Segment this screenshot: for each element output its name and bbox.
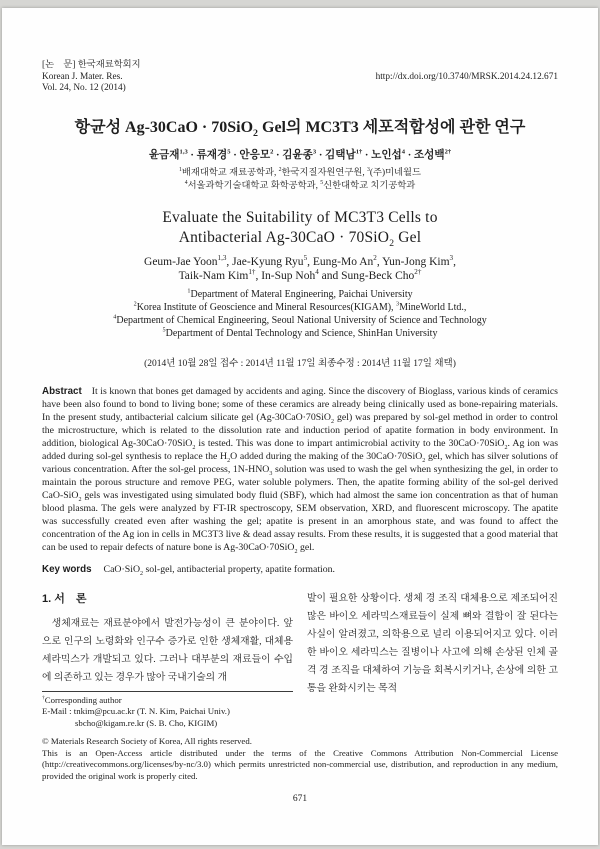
journal-category-line: [논 문] 한국재료학회지 [42, 60, 141, 70]
page-number: 671 [292, 794, 308, 804]
affiliation-ko-line: $^4$서울과학기술대학교 화학공학과, $^5$신한대학교 치기공학과 [184, 179, 416, 191]
affiliations-korean [42, 167, 558, 193]
keywords-text: CaO·SiO$_2$ sol-gel, antibacterial property, apatite formation. [103, 563, 336, 577]
left-column [42, 590, 293, 730]
article-title-korean: 항균성 Ag-30CaO · 70SiO$_2$ Gel의 MC3T3 세포적합성에 관한 연구 [74, 118, 526, 139]
affiliation-en-line: $^1$Department of Materal Engineering, Paichai University [187, 287, 413, 300]
authors-en-line: Taik-Nam Kim$^{1\dagger}$, In-Sup Noh$^4$ and Sung-Beck Cho$^{2\dagger}$ [178, 268, 422, 282]
affiliation-en-line: $^2$Korea Institute of Geoscience and Mineral Resources(KIGAM), $^3$MineWorld Ltd., [133, 300, 467, 313]
doi-text: http://dx.doi.org/10.3740/MRSK.2014.24.12.671 [375, 72, 558, 83]
affiliation-en-line: $^4$Department of Chemical Engineering, Seoul National University of Science and Technology [113, 313, 487, 326]
two-column-body [42, 590, 558, 730]
copyright-line: © Materials Research Society of Korea, All rights reserved. [42, 736, 252, 746]
corresponding-author-footnote [42, 691, 293, 730]
authors-korean: 윤금재$^{1,3}$ · 류재경$^5$ · 안응모$^2$ · 김윤종$^3$ · 김택남$^{1\dagger}$ · 노인섭$^4$ · 조성백$^{2\dagger}$ [148, 147, 452, 161]
page-header [42, 60, 558, 95]
received-revised-accepted-dates: (2014년 10월 28일 접수 : 2014년 11월 17일 최종수정 : 2014년 11월 17일 채택) [144, 358, 456, 369]
journal-name-line: Korean J. Mater. Res. [42, 71, 123, 82]
footnote-corresponding-line: †Corresponding author [42, 694, 122, 705]
affiliations-english [42, 288, 558, 340]
footnote-email-line-2: sbcho@kigam.re.kr (S. B. Cho, KIGIM) [75, 717, 218, 728]
abstract-block [42, 385, 558, 554]
article-title-english [42, 208, 558, 248]
authors-en-line: Geum-Jae Yoon$^{1,3}$, Jae-Kyung Ryu$^5$, Eung-Mo An$^2$, Yun-Jong Kim$^3$, [144, 253, 456, 268]
journal-info-block [42, 60, 141, 95]
scanned-paper-page [2, 8, 598, 845]
page-content [2, 8, 598, 804]
affiliation-en-line: $^5$Department of Dental Technology and Science, ShinHan University [162, 326, 438, 339]
keywords-label: Key words [42, 563, 92, 575]
footnote-email-line-1: E-Mail : tnkim@pcu.ac.kr (T. N. Kim, Paichai Univ.) [42, 706, 230, 716]
abstract-text: It is known that bones get damaged by accidents and aging. Since the discovery of Bioglass, various kinds of ceramics have been also found to bond to living bone; some of these ceramics are already being clinically used as bone-repairing materials. In the present study, antibacterial calcium silicate gel (Ag-30CaO·70SiO$_2$ gel) was prepared by sol-gel method in order to control the microstructure, which is related to the dissolution rate and induction period of apatite formation in body environment. In addition, biological Ag-30CaO·70SiO$_2$ is tested. This was done to impart antimicrobial activity to the 30CaO·70SiO$_2$. Ag ion was added during sol-gel synthesis to replace the $H_2O$ added during the making of the 30CaO·70SiO$_2$ gel, which has silver solutions of various concentration. After the sol-gel process, $1N-HNO_3$ solution was used to wash the gel when synthesizing the gel, in order to maintain the porous structure and remove PEG, water soluble polymers. Then, the apatite forming ability of the sol-gel derived CaO-SiO$_2$ gels was investigated using simulated body fluid (SBF), which had almost the same ion concentration as that of human blood plasma. The gels were analyzed by FT-IR spectroscopy, SEM observation, XRD, and fluorescent microscopy. The apatite was successfully created even after washing the gel; apatite is present in an amorphous state, and was found to affect the concentration of the Ag ion in cells in MC3T3 live & dead assay results. From these results, it is suggested that a good material that can be used to repair defects of nature bone is Ag-30CaO·70SiO$_2$ gel. [42, 385, 559, 555]
intro-paragraph-right: 발이 필요한 상황이다. 생체 경 조직 대체용으로 제조되어진 많은 바이오 세라믹스재료들이 실제 뼈와 결합이 잘 된다는 사실이 알려졌고, 의학용으로 널리 이용되어지고 있다. 이러한 바이오 세라믹스는 질병이나 사고에 의해 손상된 인체 골격 경 조직을 대체하여 기능을 회복시키거나, 손상에 의한 고통을 완화시키는 목적 [307, 592, 558, 694]
title-en-line: Evaluate the Suitability of MC3T3 Cells to [162, 208, 438, 226]
abstract-label: Abstract [42, 385, 82, 397]
journal-volume-line: Vol. 24, No. 12 (2014) [42, 83, 126, 93]
affiliation-ko-line: $^1$배재대학교 재료공학과, $^2$한국지질자원연구원, $^3$(주)미네월드 [179, 166, 421, 178]
section-heading-introduction: 1. 서 론 [42, 592, 87, 605]
intro-paragraph-left: 생체재료는 재료분야에서 발전가능성이 큰 분야이다. 앞으로 인구의 노령화와 인구수 증가로 인한 생체재활, 대체용 세라믹스가 개발되고 있다. 그러나 대부분의 재료들이 수입에 의존하고 있는 경우가 많아 국내기술의 개 [42, 617, 293, 683]
title-en-line: Antibacterial Ag-30CaO · 70SiO$_2$ Gel [178, 228, 422, 249]
license-text: This is an Open-Access article distributed under the terms of the Creative Commons Attribution Non-Commercial License (http://creativecommons.org/licenses/by-nc/3.0) which permits unrestricted non-commercial use, distribution, and reproduction in any medium, provided the original work is properly cited. [42, 747, 558, 781]
keywords-block [42, 563, 558, 576]
license-footer [42, 736, 558, 782]
authors-english [42, 255, 558, 284]
right-column [307, 590, 558, 730]
